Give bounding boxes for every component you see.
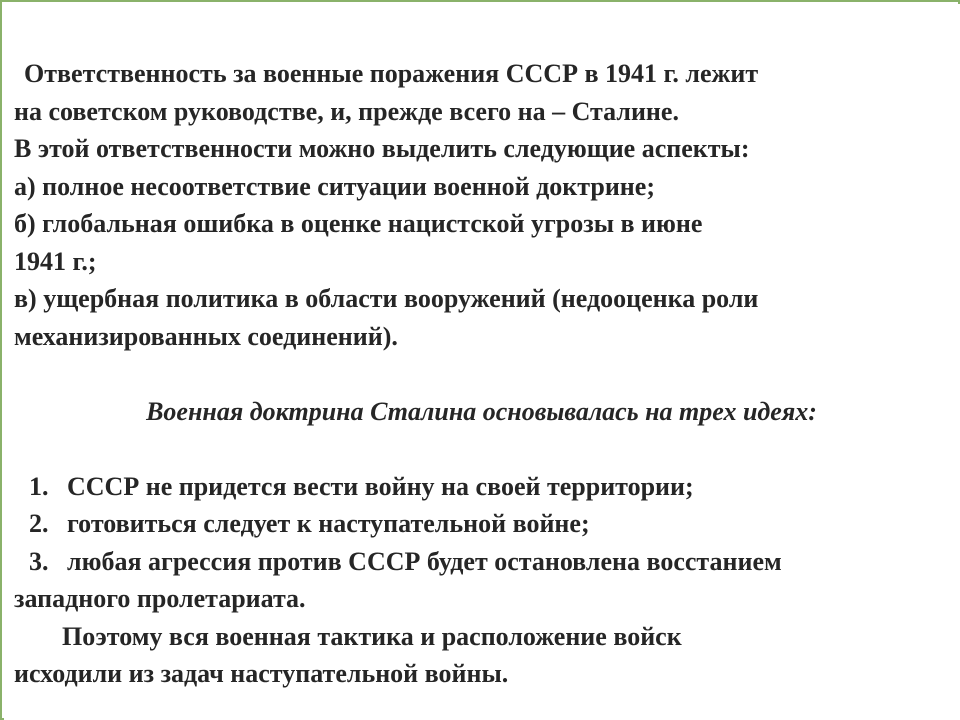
conclusion-line: исходили из задач наступательной войны.: [14, 659, 509, 688]
list-number: 3.: [29, 546, 49, 576]
aspect-c: в) ущербная политика в области вооружений (недооценка роли: [14, 284, 759, 313]
aspect-b: б) глобальная ошибка в оценке нацистской угрозы в июне: [14, 209, 703, 238]
list-item: [14, 505, 949, 543]
doctrine-heading: Военная доктрина Сталина основывалась на трех идеях:: [146, 396, 817, 426]
paragraph-line: на советском руководстве, и, прежде всего на – Сталине.: [14, 96, 679, 126]
slide-content: [4, 4, 960, 720]
list-item: [14, 468, 949, 506]
aspect-b-continuation: 1941 г.;: [14, 246, 97, 276]
list-item: [14, 543, 949, 581]
aspect-c-continuation: механизированных соединений).: [14, 321, 398, 351]
slide-text-block: [14, 55, 949, 693]
paragraph-line: В этой ответственности можно выделить следующие аспекты:: [14, 134, 750, 163]
list-number: 1.: [29, 471, 49, 501]
list-text: готовиться следует к наступательной войне;: [67, 509, 590, 538]
list-text: СССР не придется вести войну на своей территории;: [67, 471, 694, 501]
list-item-continuation: западного пролетариата.: [14, 584, 306, 613]
paragraph-line: Ответственность за военные поражения СССР в 1941 г. лежит: [24, 59, 759, 88]
spacer: [14, 355, 949, 393]
list-number: 2.: [29, 509, 49, 538]
list-text: любая агрессия против СССР будет остановлена восстанием: [67, 546, 782, 576]
conclusion-line: Поэтому вся военная тактика и расположение войск: [62, 621, 682, 651]
spacer: [14, 430, 949, 468]
aspect-a: а) полное несоответствие ситуации военной доктрине;: [14, 171, 655, 201]
